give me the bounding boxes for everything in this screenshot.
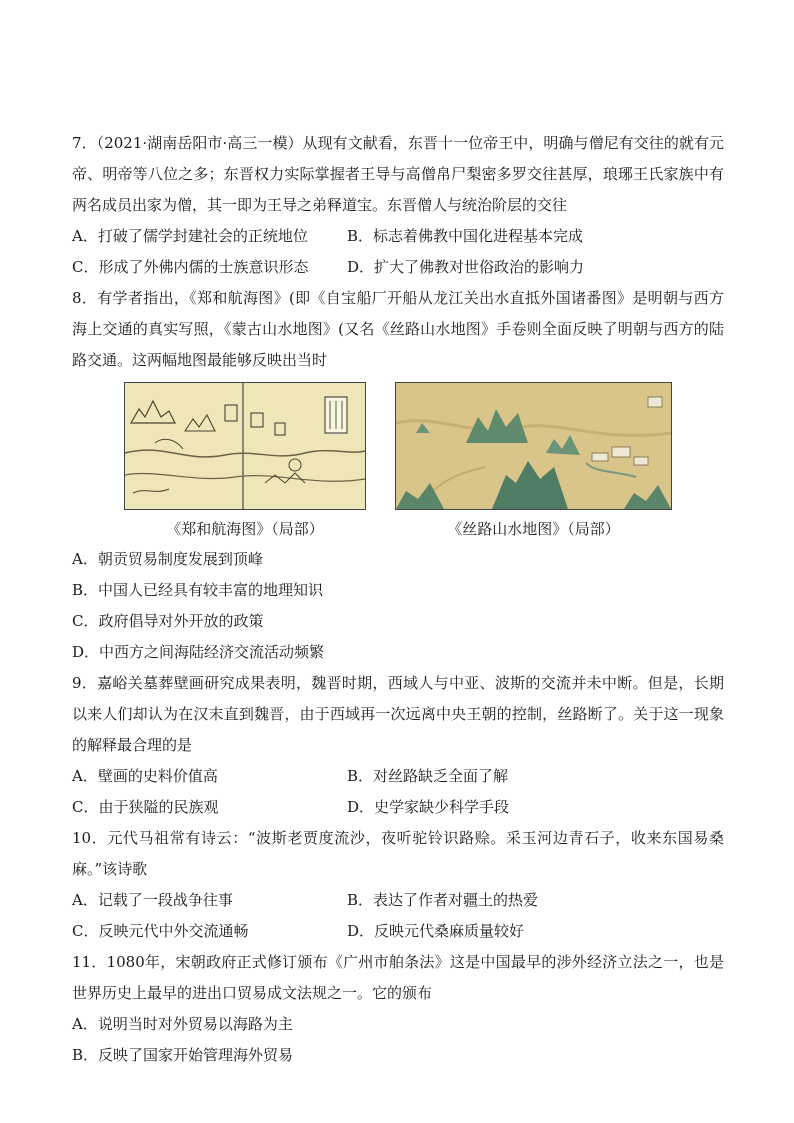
silk-road-map-image [395, 382, 672, 510]
question-9 [72, 668, 724, 823]
question-10-option-d[interactable]: D．反映元代桑麻质量较好 [347, 922, 525, 940]
question-10-option-b[interactable]: B．表达了作者对疆土的热爱 [347, 891, 539, 909]
question-7-option-d[interactable]: D．扩大了佛教对世俗政治的影响力 [347, 258, 585, 276]
question-11-stem: 11．1080年，宋朝政府正式修订颁布《广州市舶条法》这是中国最早的涉外经济立法之一，也是世界历史上最早的进出口贸易成文法规之一。它的颁布 [72, 953, 724, 1002]
question-10 [72, 823, 724, 947]
question-7-option-b[interactable]: B．标志着佛教中国化进程基本完成 [347, 227, 584, 245]
silk-road-map-figure [395, 382, 672, 540]
question-10-option-c[interactable]: C．反映元代中外交流通畅 [72, 922, 249, 940]
question-8-option-a[interactable]: A．朝贡贸易制度发展到顶峰 [72, 550, 263, 568]
question-11-option-a[interactable]: A．说明当时对外贸易以海路为主 [72, 1015, 293, 1033]
question-10-option-a[interactable]: A．记载了一段战争往事 [72, 891, 233, 909]
question-10-stem: 10．元代马祖常有诗云：“波斯老贾度流沙，夜听驼铃识路赊。采玉河边青石子，收来东国易桑麻。”该诗歌 [72, 829, 724, 878]
question-8-stem: 8．有学者指出，《郑和航海图》(即《自宝船厂开船从龙江关出水直抵外国诸番图》是明朝与西方海上交通的真实写照，《蒙古山水地图》(又名《丝路山水地图》手卷则全面反映了明朝与西方的陆路交通。这两幅地图最能够反映出当时 [72, 289, 724, 369]
question-7-option-c[interactable]: C．形成了外佛内儒的士族意识形态 [72, 258, 309, 276]
question-8-option-d[interactable]: D．中西方之间海陆经济交流活动频繁 [72, 643, 325, 661]
question-11 [72, 947, 724, 1071]
question-7 [72, 128, 724, 283]
question-9-stem: 9．嘉峪关墓葬壁画研究成果表明，魏晋时期，西域人与中亚、波斯的交流并未中断。但是，长期以来人们却认为在汉末直到魏晋，由于西域再一次远离中央王朝的控制，丝路断了。关于这一现象的解释最合理的是 [72, 674, 724, 754]
question-8-figures [72, 382, 724, 542]
question-9-option-a[interactable]: A．壁画的史料价值高 [72, 767, 218, 785]
zheng-he-map-image [124, 382, 366, 510]
question-7-stem: 7．（2021·湖南岳阳市·高三一模）从现有文献看，东晋十一位帝王中，明确与僧尼有交往的就有元帝、明帝等八位之多；东晋权力实际掌握者王导与高僧帛尸梨密多罗交往甚厚，琅琊王氏家族中有两名成员出家为僧，其一即为王导之弟释道宝。东晋僧人与统治阶层的交往 [72, 134, 724, 214]
question-9-option-b[interactable]: B．对丝路缺乏全面了解 [347, 767, 509, 785]
silk-road-map-caption: 《丝路山水地图》（局部） [447, 520, 620, 538]
question-11-option-b[interactable]: B．反映了国家开始管理海外贸易 [72, 1046, 294, 1064]
question-8 [72, 283, 724, 668]
exam-page [72, 128, 724, 1071]
question-7-option-a[interactable]: A．打破了儒学封建社会的正统地位 [72, 227, 308, 245]
zheng-he-map-figure [124, 382, 366, 540]
zheng-he-map-caption: 《郑和航海图》（局部） [166, 520, 324, 538]
question-9-option-c[interactable]: C．由于狭隘的民族观 [72, 798, 219, 816]
question-9-option-d[interactable]: D．史学家缺少科学手段 [347, 798, 510, 816]
question-8-option-c[interactable]: C．政府倡导对外开放的政策 [72, 612, 264, 630]
question-8-option-b[interactable]: B．中国人已经具有较丰富的地理知识 [72, 581, 324, 599]
